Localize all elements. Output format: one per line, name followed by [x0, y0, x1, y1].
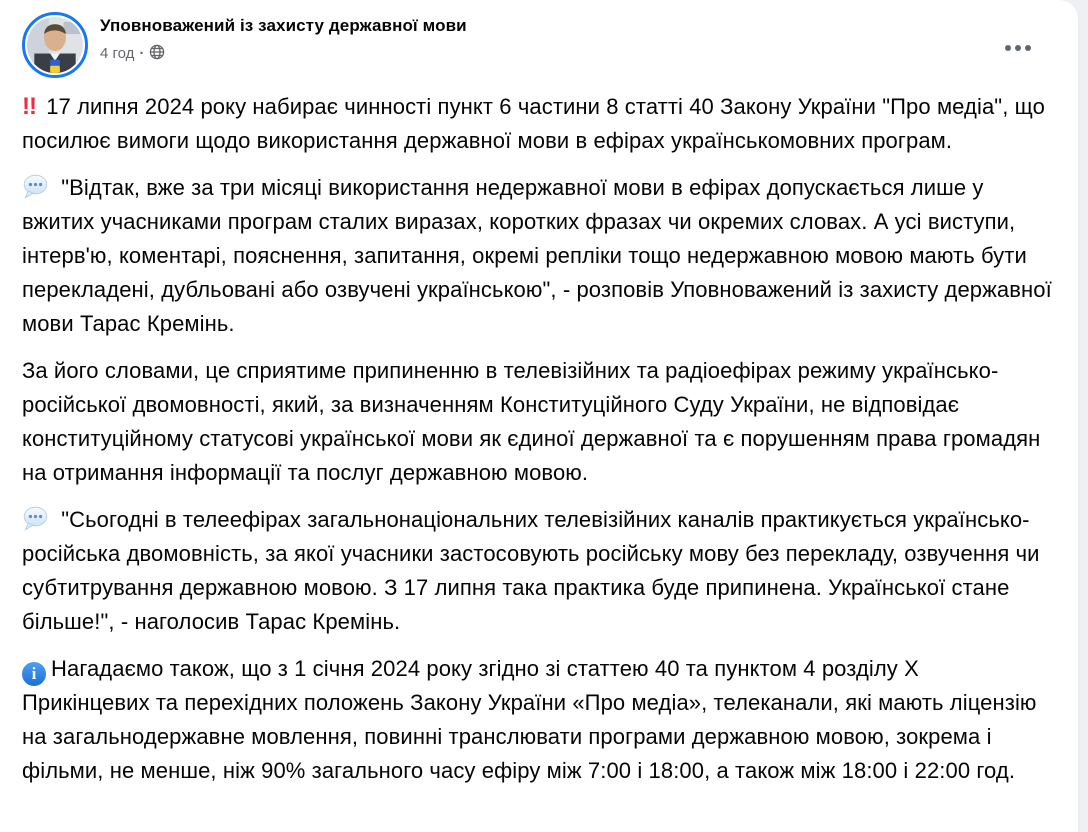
- page-name-link[interactable]: Уповноважений із захисту державної мови: [100, 16, 467, 35]
- post-timestamp[interactable]: 4 год: [100, 45, 135, 62]
- post-body: [0, 84, 1078, 788]
- paragraph-text: 17 липня 2024 року набирає чинності пункт 6 частини 8 статті 40 Закону України "Про медіа", що посилює вимоги щодо використання державної мови в ефірах українськомовних програм.: [22, 94, 1045, 153]
- info-icon: i: [22, 662, 46, 686]
- post-meta: [100, 43, 467, 64]
- post-paragraph: [22, 354, 1052, 490]
- ellipsis-icon: [1005, 45, 1031, 51]
- profile-photo: [27, 17, 83, 73]
- post-paragraph: [22, 90, 1052, 158]
- paragraph-text: "Відтак, вже за три місяці використання недержавної мови в ефірах допускається лише у вжитих учасниками програм сталих виразах, коротких фразах чи окремих словах. А усі виступи, інтерв'ю, коментарі, пояснення, запитання, окремі репліки тощо недержавною мовою мають бути перекладені, дубльовані або озвучені українською", - розповів Уповноважений із захисту державної мови Тарас Кремінь.: [22, 175, 1052, 336]
- globe-icon: [149, 44, 165, 64]
- post-paragraph: [22, 652, 1052, 788]
- profile-avatar[interactable]: [22, 12, 88, 78]
- double-exclamation-icon: !!: [22, 93, 36, 120]
- paragraph-text: За його словами, це сприятиме припиненню в телевізійних та радіоефірах режиму українсько-російської двомовності, який, за визначенням Конституційного Суду України, не відповідає конституційному статусові української мови як єдиної державної та є порушенням права громадян на отримання інформації та послуг державною мовою.: [22, 358, 1041, 485]
- post-paragraph: [22, 171, 1052, 341]
- post-menu-button[interactable]: [1000, 30, 1036, 66]
- paragraph-text: "Сьогодні в телеефірах загальнонаціональних телевізійних каналів практикується українсько-російська двомовність, за якої учасники застосовують російську мову без перекладу, озвучення чи субтитрування державною мовою. З 17 липня така практика буде припинена. Української стане більше!", - наголосив Тарас Кремінь.: [22, 507, 1040, 634]
- header-texts: [100, 12, 467, 64]
- speech-balloon-icon: [22, 507, 55, 532]
- paragraph-text: Нагадаємо також, що з 1 січня 2024 року згідно зі статтею 40 та пунктом 4 розділу X Прикінцевих та перехідних положень Закону України «Про медіа», телеканали, які мають ліцензію на загальнодержавне мовлення, повинні транслювати програми державною мовою, зокрема і фільми, не менше, ніж 90% загального часу ефіру між 7:00 і 18:00, а також між 18:00 і 22:00 год.: [22, 656, 1037, 783]
- meta-separator: ·: [139, 45, 145, 62]
- speech-balloon-icon: [22, 175, 55, 200]
- post-paragraph: [22, 503, 1052, 639]
- post-header: [0, 0, 1078, 84]
